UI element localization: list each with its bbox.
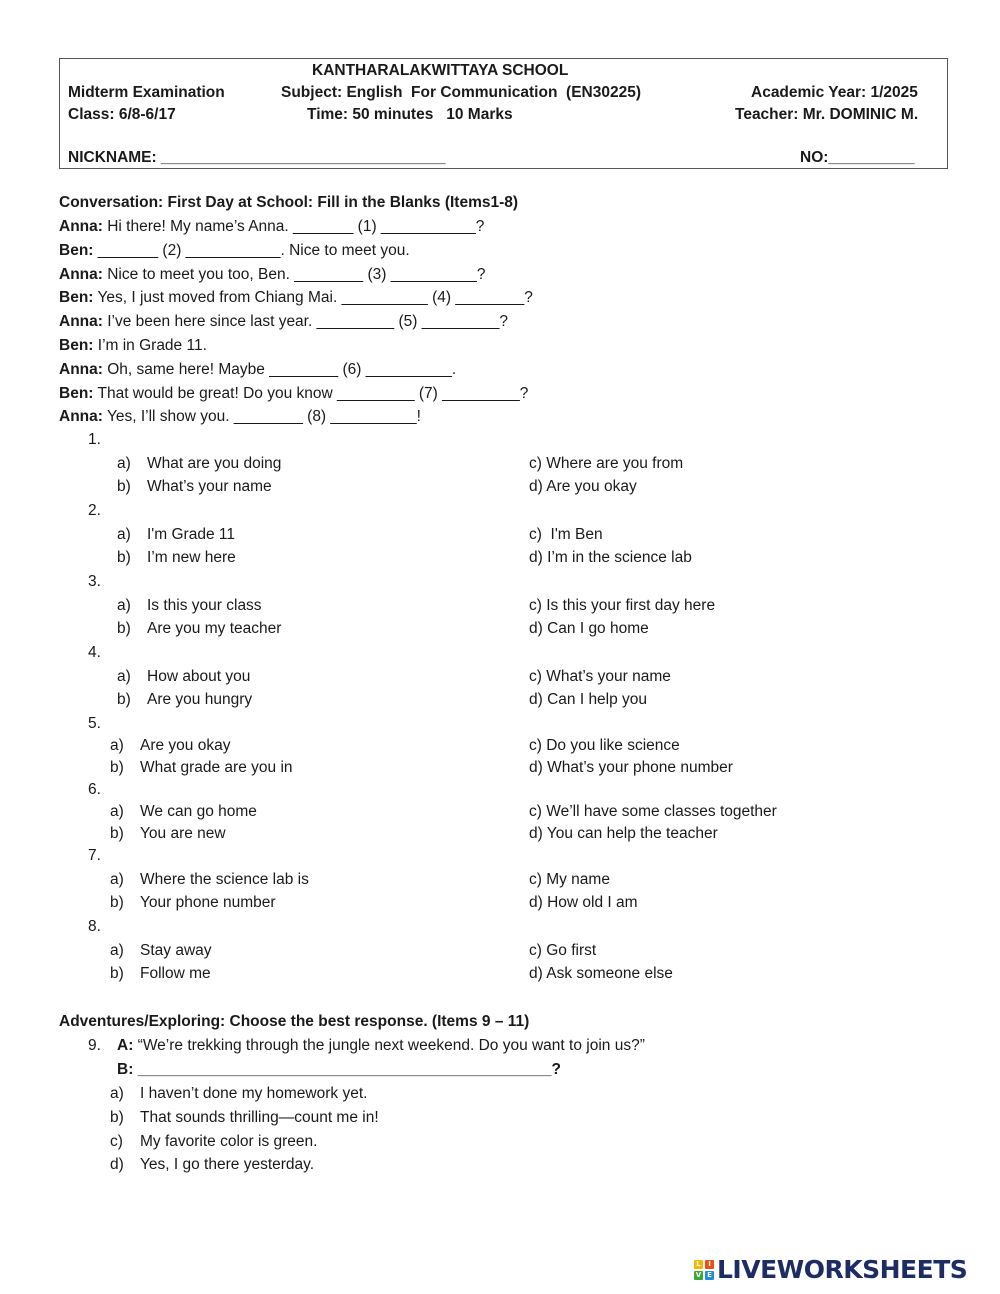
line-text[interactable]: Nice to meet you too, Ben. ________ (3) __________? (102, 265, 486, 283)
option-label: b) (117, 478, 131, 495)
option-c[interactable]: c) Do you like science (529, 737, 680, 754)
option-d[interactable]: d) How old I am (529, 894, 638, 911)
option-a[interactable]: I'm Grade 11 (147, 525, 235, 543)
academic-year: Academic Year: 1/2025 (751, 84, 918, 101)
section1-title: Conversation: First Day at School: Fill in the Blanks (Items1-8) (59, 194, 519, 211)
speaker: Anna: (59, 313, 103, 331)
line-text[interactable]: Hi there! My name’s Anna. _______ (1) ___________? (102, 218, 485, 235)
option-c[interactable]: c) What’s your name (529, 667, 671, 685)
logo-block: L (694, 1260, 703, 1269)
option-label: a) (110, 941, 124, 959)
question-number: 9. (88, 1037, 101, 1054)
line-text[interactable]: Yes, I just moved from Chiang Mai. __________ (4) ________? (93, 289, 533, 307)
option-label: a) (110, 870, 124, 888)
speaker: Ben: (59, 241, 94, 259)
logo-block: I (705, 1260, 714, 1269)
option-c[interactable]: c) My name (529, 870, 610, 888)
speaker: Ben: (59, 289, 94, 307)
option-d[interactable]: d) Are you okay (529, 478, 637, 495)
q9-option[interactable]: That sounds thrilling—count me in! (140, 1108, 379, 1126)
school-name: KANTHARALAKWITTAYA SCHOOL (312, 62, 569, 79)
question-number: 2. (88, 502, 101, 519)
option-label: b) (117, 620, 131, 637)
question-number: 4. (88, 644, 101, 661)
class-info: Class: 6/8-6/17 (68, 106, 176, 123)
question-number: 3. (88, 573, 101, 590)
option-c[interactable]: c) We’ll have some classes together (529, 803, 777, 820)
logo-icon (694, 1260, 714, 1280)
option-label: a) (117, 667, 131, 685)
option-label: b) (117, 691, 131, 708)
speaker: Anna: (59, 408, 103, 426)
option-label: b) (117, 549, 131, 566)
option-b[interactable]: What’s your name (147, 478, 272, 495)
speaker-a-text: “We’re trekking through the jungle next weekend. Do you want to join us?” (133, 1037, 645, 1054)
dialogue-line (59, 241, 410, 261)
exam-title: Midterm Examination (68, 84, 225, 101)
number-field[interactable]: NO:__________ (800, 149, 915, 166)
dialogue-line (59, 407, 421, 427)
option-label: b) (110, 965, 124, 982)
subject: Subject: English For Communication (EN30225) (281, 84, 641, 101)
option-label: b) (110, 759, 124, 776)
option-a[interactable]: Are you okay (140, 737, 231, 754)
option-b[interactable]: Are you my teacher (147, 620, 282, 637)
option-label: a) (110, 1085, 124, 1102)
teacher: Teacher: Mr. DOMINIC M. (735, 106, 919, 123)
brand-name: LIVEWORKSHEETS (717, 1255, 968, 1284)
line-text[interactable]: I’m in Grade 11. (93, 337, 207, 354)
q9-option[interactable]: Yes, I go there yesterday. (140, 1156, 315, 1174)
option-a[interactable]: What are you doing (147, 454, 282, 472)
line-text[interactable]: That would be great! Do you know _________ (7) _________? (93, 384, 529, 402)
q9-option[interactable]: I haven’t done my homework yet. (140, 1085, 368, 1102)
line-text[interactable]: Oh, same here! Maybe ________ (6) __________. (102, 360, 457, 378)
dialogue-line (59, 312, 508, 332)
speaker: Anna: (59, 360, 103, 378)
speaker: Anna: (59, 265, 103, 283)
option-label: a) (117, 596, 131, 614)
option-a[interactable]: Where the science lab is (140, 870, 309, 888)
option-a[interactable]: Stay away (140, 941, 212, 959)
option-d[interactable]: d) Ask someone else (529, 965, 673, 982)
dialogue-line (59, 360, 456, 380)
option-b[interactable]: What grade are you in (140, 759, 293, 776)
option-b[interactable]: I’m new here (147, 549, 236, 566)
option-label: d) (110, 1156, 124, 1174)
option-c[interactable]: c) I'm Ben (529, 525, 603, 543)
speaker: Ben: (59, 337, 94, 354)
answer-blank[interactable]: B: ________________________________________________? (117, 1061, 561, 1078)
option-c[interactable]: c) Go first (529, 941, 597, 959)
option-d[interactable]: d) I’m in the science lab (529, 549, 692, 566)
liveworksheets-logo (694, 1256, 967, 1284)
line-text[interactable]: Yes, I’ll show you. ________ (8) __________! (102, 408, 421, 426)
option-a[interactable]: Is this your class (147, 596, 262, 614)
option-d[interactable]: d) You can help the teacher (529, 825, 718, 842)
option-label: b) (110, 825, 124, 842)
option-label: c) (110, 1132, 123, 1150)
question-number: 8. (88, 918, 101, 935)
option-label: a) (110, 737, 124, 754)
option-c[interactable]: c) Is this your first day here (529, 596, 716, 614)
option-label: b) (110, 894, 124, 911)
line-text[interactable]: _______ (2) ___________. Nice to meet you. (93, 241, 410, 259)
dialogue-line (59, 336, 207, 356)
speaker: Ben: (59, 384, 94, 402)
option-label: b) (110, 1108, 124, 1126)
dialogue-line (59, 217, 484, 237)
time-info: Time: 50 minutes 10 Marks (307, 106, 513, 123)
speaker: Anna: (59, 218, 103, 235)
question-number: 1. (88, 431, 101, 448)
option-a[interactable]: How about you (147, 667, 251, 685)
option-d[interactable]: d) Can I help you (529, 691, 648, 708)
q9-option[interactable]: My favorite color is green. (140, 1132, 318, 1150)
logo-block: V (695, 1271, 702, 1279)
dialogue-line (59, 265, 486, 285)
option-a[interactable]: We can go home (140, 803, 257, 820)
dialogue-line (59, 288, 533, 308)
q9-prompt (117, 1036, 645, 1056)
speaker-a: A: (117, 1037, 134, 1054)
line-text[interactable]: I’ve been here since last year. _________ (5) _________? (102, 313, 508, 331)
option-label: a) (117, 525, 131, 543)
option-d[interactable]: d) Can I go home (529, 620, 649, 637)
option-b[interactable]: Your phone number (140, 894, 276, 911)
option-b[interactable]: Are you hungry (147, 691, 253, 708)
option-d[interactable]: d) What’s your phone number (529, 759, 733, 776)
option-b[interactable]: You are new (140, 825, 226, 842)
option-b[interactable]: Follow me (140, 965, 211, 982)
question-number: 6. (88, 781, 101, 798)
logo-block: E (705, 1271, 714, 1280)
dialogue-line (59, 384, 528, 404)
section2-title: Adventures/Exploring: Choose the best response. (Items 9 – 11) (59, 1013, 530, 1030)
question-number: 7. (88, 847, 101, 864)
nickname-field[interactable]: NICKNAME: _________________________________ (68, 149, 446, 166)
option-label: a) (117, 454, 131, 472)
option-c[interactable]: c) Where are you from (529, 454, 684, 472)
question-number: 5. (88, 715, 101, 732)
option-label: a) (110, 803, 124, 820)
